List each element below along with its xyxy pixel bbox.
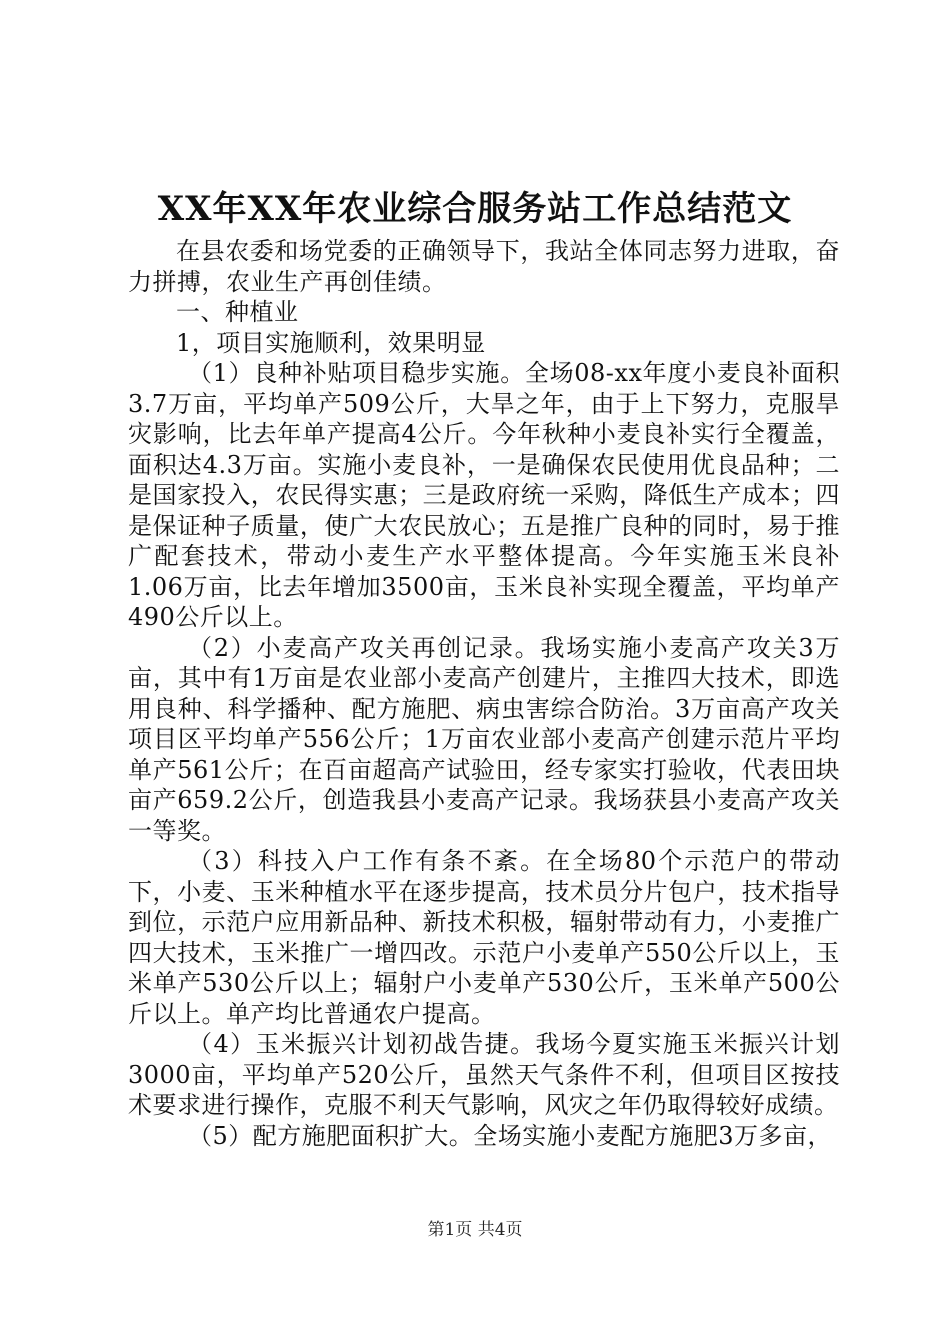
subsection-heading: 1，项目实施顺利，效果明显 [176,328,486,357]
paragraph-item-1: （1）良种补贴项目稳步实施。全场08-xx年度小麦良补面积3.7万亩，平均单产509公斤，大旱之年，由于上下努力，克服旱灾影响，比去年单产提高4公斤。今年秋种小麦良补实行全覆盖，面积达4.3万亩。实施小麦良补，一是确保农民使用优良品种；二是国家投入，农民得实惠；三是政府统一采购，降低生产成本；四是保证种子质量，使广大农民放心；五是推广良种的同时，易于推广配套技术，带动小麦生产水平整体提高。今年实施玉米良补1.06万亩，比去年增加3500亩，玉米良补实现全覆盖，平均单产490公斤以上。 [128,359,840,631]
document-title: XX年XX年农业综合服务站工作总结范文 [157,189,793,229]
section-heading: 一、种植业 [176,298,299,326]
page-number-footer: 第1页 共4页 [427,1220,523,1240]
paragraph-item-3: （3）科技入户工作有条不紊。在全场80个示范户的带动下，小麦、玉米种植水平在逐步提高，技术员分片包户，技术指导到位，示范户应用新品种、新技术积极，辐射带动有力，小麦推广四大技术，玉米推广一增四改。示范户小麦单产550公斤以上，玉米单产530公斤以上；辐射户小麦单产530公斤，玉米单产500公斤以上。单产均比普通农户提高。 [128,847,840,1028]
paragraph-item-4: （4）玉米振兴计划初战告捷。我场今夏实施玉米振兴计划3000亩，平均单产520公斤，虽然天气条件不利，但项目区按技术要求进行操作，克服不利天气影响，风灾之年仍取得较好成绩。 [128,1030,840,1119]
paragraph-item-5: （5）配方施肥面积扩大。全场实施小麦配方施肥3万多亩， [188,1121,833,1150]
document-body [128,236,840,1151]
paragraph-item-2: （2）小麦高产攻关再创记录。我场实施小麦高产攻关3万亩，其中有1万亩是农业部小麦高产创建片，主推四大技术，即选用良种、科学播种、配方施肥、病虫害综合防治。3万亩高产攻关项目区平均单产556公斤；1万亩农业部小麦高产创建示范片平均单产561公斤；在百亩超高产试验田，经专家实打验收，代表田块亩产659.2公斤，创造我县小麦高产记录。我场获县小麦高产攻关一等奖。 [128,633,840,845]
intro-paragraph: 在县农委和场党委的正确领导下，我站全体同志努力进取，奋力拼搏，农业生产再创佳绩。 [128,237,840,296]
